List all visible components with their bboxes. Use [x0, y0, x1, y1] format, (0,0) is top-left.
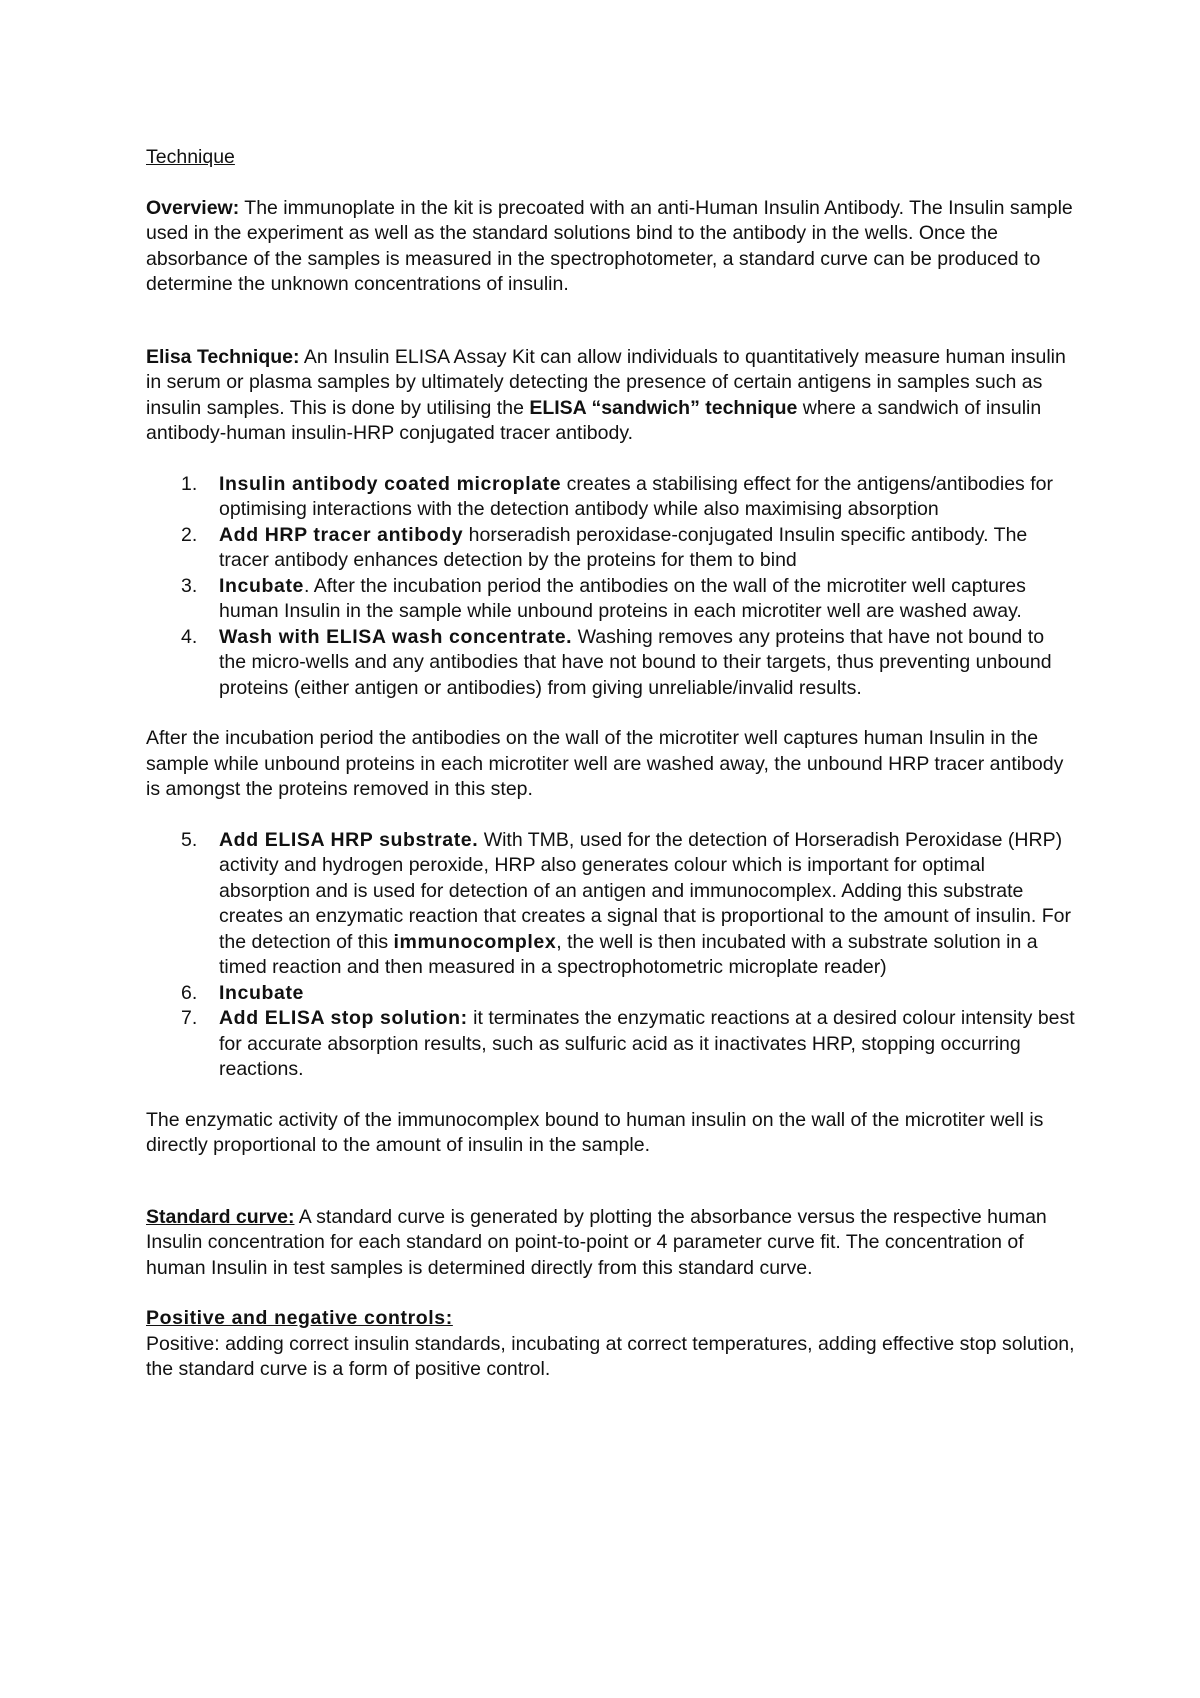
controls-heading-text: Positive and negative controls: — [146, 1307, 453, 1329]
step-title: Incubate — [219, 574, 304, 597]
enzymatic-paragraph: The enzymatic activity of the immunocomplex bound to human insulin on the wall of the microtiter well is directly proportional to the amount of insulin in the sample. — [146, 1108, 1044, 1156]
list-item — [146, 523, 1076, 574]
step-title: Incubate — [219, 981, 304, 1004]
step-title: Wash with ELISA wash concentrate. — [219, 625, 573, 648]
after-incubation-paragraph: After the incubation period the antibodies on the wall of the microtiter well captures human Insulin in the sample while unbound proteins in each microtiter well are washed away, the unbound HRP tracer antibody is amongst the proteins removed in this step. — [146, 727, 1064, 800]
step-title: Insulin antibody coated microplate — [219, 472, 562, 495]
step-text: . After the incubation period the antibodies on the wall of the microtiter well captures human Insulin in the sample while unbound proteins in each microtiter well are washed away. — [219, 574, 1026, 622]
list-item — [146, 981, 1076, 1007]
standard-curve-label: Standard curve: — [146, 1205, 295, 1228]
document-body — [146, 145, 1076, 1383]
list-item — [146, 625, 1076, 702]
step-number: 4. — [181, 625, 198, 648]
step-number: 5. — [181, 828, 198, 851]
step-number: 1. — [181, 472, 198, 495]
step-text: creates a stabilising effect for the antigens/antibodies for optimising interactions with the detection antibody while also maximising absorption — [219, 472, 1053, 520]
controls-heading — [146, 1306, 1076, 1332]
positive-control-paragraph: Positive: adding correct insulin standards, incubating at correct temperatures, adding effective stop solution, the standard curve is a form of positive control. — [146, 1332, 1075, 1380]
step-title: Add ELISA HRP substrate. — [219, 828, 479, 851]
step-text: it terminates the enzymatic reactions at a desired colour intensity best for accurate absorption results, such as sulfuric acid as it inactivates HRP, stopping occurring reactions. — [219, 1007, 1075, 1080]
list-item — [146, 828, 1076, 981]
step-number: 6. — [181, 981, 198, 1004]
step-text: horseradish peroxidase-conjugated Insulin specific antibody. The tracer antibody enhances detection by the proteins for them to bind — [219, 523, 1028, 571]
immunocomplex-term: immunocomplex — [393, 930, 557, 953]
overview-text: The immunoplate in the kit is precoated with an anti-Human Insulin Antibody. The Insulin sample used in the experiment as well as the standard solutions bind to the antibody in the wells. Once the absorbance of the samples is measured in the spectrophotometer, a standard curve can be produced to determine the unknown concentrations of insulin. — [146, 196, 1073, 295]
steps-list-second — [146, 828, 1076, 1083]
elisa-text-2: where a sandwich of insulin antibody-human insulin-HRP conjugated tracer antibody. — [146, 396, 1042, 444]
section-title: Technique — [146, 146, 235, 168]
step-text: Washing removes any proteins that have not bound to the micro-wells and any antibodies that have not bound to their targets, thus preventing unbound proteins (either antigen or antibodies) from giving unreliable/invalid results. — [219, 625, 1052, 699]
standard-curve-text: A standard curve is generated by plotting the absorbance versus the respective human Insulin concentration for each standard on point-to-point or 4 parameter curve fit. The concentration of human Insulin in test samples is determined directly from this standard curve. — [146, 1205, 1047, 1279]
step-number: 3. — [181, 574, 198, 597]
elisa-paragraph — [146, 345, 1076, 447]
overview-label: Overview: — [146, 196, 240, 219]
step-number: 7. — [181, 1007, 198, 1029]
step-text-2: , the well is then incubated with a substrate solution in a timed reaction and then measured in a spectrophotometric microplate reader) — [219, 930, 1038, 978]
elisa-sandwich-term: ELISA “sandwich” technique — [529, 396, 798, 419]
standard-curve-paragraph — [146, 1205, 1076, 1282]
elisa-text-1: An Insulin ELISA Assay Kit can allow individuals to quantitatively measure human insulin in serum or plasma samples by ultimately detecting the presence of certain antigens in samples such as insulin samples. This is done by utilising the — [146, 345, 1066, 419]
list-item — [146, 1006, 1076, 1083]
list-item — [146, 472, 1076, 523]
step-text: With TMB, used for the detection of Horseradish Peroxidase (HRP) activity and hydrogen peroxide, HRP also generates colour which is important for optimal absorption and is used for detection of an antigen and immunocomplex. Adding this substrate creates an enzymatic reaction that creates a signal that is proportional to the amount of insulin. For the detection of this — [219, 828, 1071, 953]
step-title: Add ELISA stop solution: — [219, 1007, 468, 1029]
elisa-label: Elisa Technique: — [146, 345, 300, 368]
step-number: 2. — [181, 523, 198, 546]
steps-list-first — [146, 472, 1076, 702]
overview-paragraph — [146, 196, 1076, 298]
list-item — [146, 574, 1076, 625]
step-title: Add HRP tracer antibody — [219, 523, 464, 546]
